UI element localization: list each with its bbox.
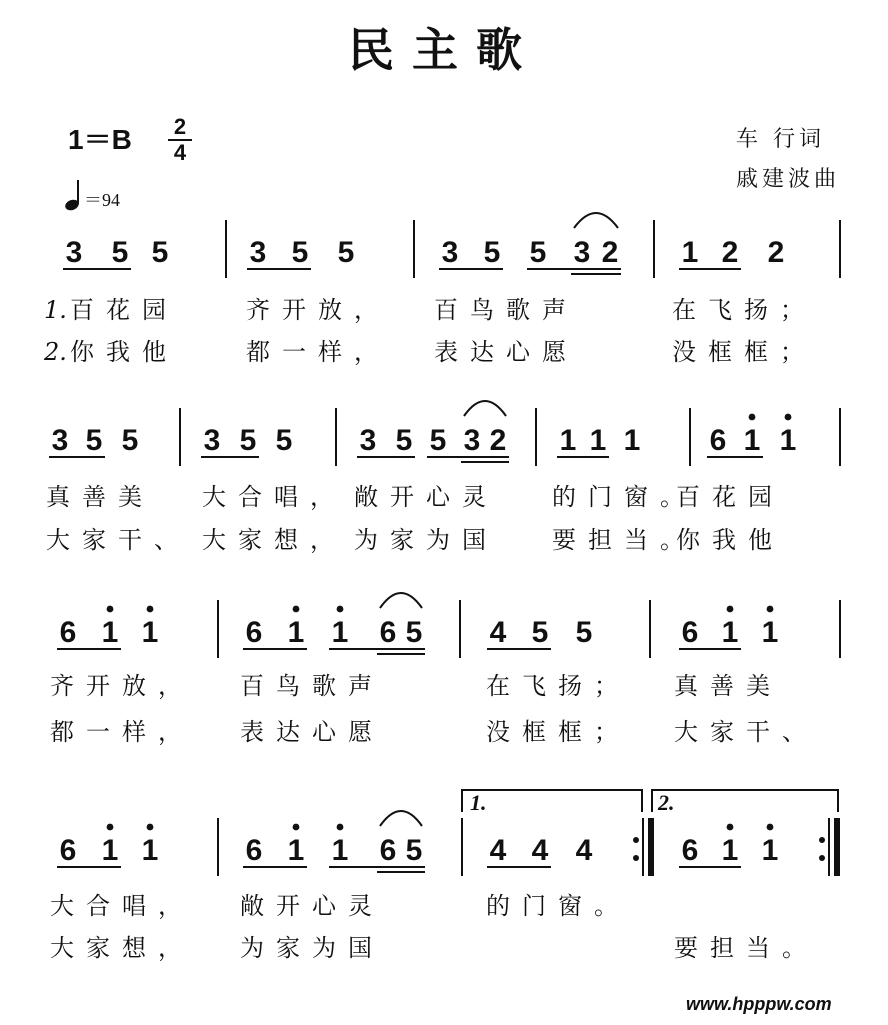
verse-number: 1. [44,296,67,324]
lyric-text: 要担当。 [674,934,818,962]
note-digit: 5 [429,424,447,457]
note-digit: 5 [405,834,423,867]
note-digit: 6 [59,616,77,649]
note-digit: 6 [59,834,77,867]
lyric-text: 大家干、 [46,526,190,554]
octave-dot [337,606,344,613]
note-digit: 5 [337,236,355,269]
note-digit: 5 [239,424,257,457]
lyric-text: 敞开心灵 [354,483,498,511]
lyric-text: 敞开心灵 [240,892,384,920]
note-digit: 5 [111,236,129,269]
octave-dot [767,824,774,831]
note-digit: 6 [681,616,699,649]
note-digit: 2 [767,236,785,269]
lyric-text: 百鸟歌声 [434,296,578,324]
note-digit: 5 [121,424,139,457]
note-digit: 1 [287,834,305,867]
lyric-text: 大家干、 [674,718,818,746]
note-digit: 1 [623,424,641,457]
note-digit: 1 [331,616,349,649]
note-digit: 1 [141,616,159,649]
note-digit: 2 [721,236,739,269]
note-digit: 1 [141,834,159,867]
lyric-text: 表达心愿 [434,338,578,366]
key-signature: 1＝B [68,124,132,155]
note-digit: 6 [681,834,699,867]
volta-bracket-first [462,790,642,812]
note-digit: 1 [721,616,739,649]
note-digit: 3 [51,424,69,457]
note-digit: 1 [779,424,797,457]
time-signature-bottom: 4 [173,140,187,165]
repeat-dot [633,837,639,843]
note-digit: 5 [395,424,413,457]
lyric-text: 百花园 [676,483,784,511]
note-digit: 1 [743,424,761,457]
lyric-text: 没框框； [672,338,816,366]
lyric-text: 百花园 [70,296,178,324]
octave-dot [293,606,300,613]
note-digit: 6 [709,424,727,457]
note-digit: 5 [483,236,501,269]
note-digit: 3 [203,424,221,457]
note-digit: 5 [151,236,169,269]
lyric-text: 要担当。 [552,526,696,554]
slur-arc [380,593,422,608]
note-digit: 5 [529,236,547,269]
note-digit: 6 [379,616,397,649]
volta-label-first: 1. [470,790,487,815]
lyric-text: 都一样， [246,338,390,366]
octave-dot [107,606,114,613]
note-digit: 1 [559,424,577,457]
note-digit: 3 [65,236,83,269]
note-digit: 1 [681,236,699,269]
lyric-text: 大家想， [202,526,346,554]
note-digit: 1 [331,834,349,867]
repeat-dot [633,855,639,861]
volta-label-second: 2. [658,790,675,815]
note-digit: 5 [291,236,309,269]
note-digit: 5 [85,424,103,457]
repeat-dot [819,837,825,843]
octave-dot [293,824,300,831]
lyric-text: 的门窗。 [552,483,696,511]
lyric-text: 都一样， [50,718,194,746]
tempo-value: ＝94 [84,190,120,210]
note-digit: 4 [489,834,507,867]
note-digit: 1 [761,834,779,867]
octave-dot [727,824,734,831]
note-digit: 6 [245,616,263,649]
lyric-text: 没框框； [486,718,630,746]
note-digit: 3 [359,424,377,457]
lyric-text: 你我他 [676,526,784,554]
lyric-text: 你我他 [70,338,178,366]
note-digit: 4 [489,616,507,649]
note-digit: 3 [441,236,459,269]
note-digit: 1 [721,834,739,867]
repeat-thick-bar [648,818,654,876]
note-digit: 5 [405,616,423,649]
note-digit: 4 [575,834,593,867]
note-digit: 1 [761,616,779,649]
octave-dot [727,606,734,613]
website-watermark: www.hpppw.com [686,994,832,1014]
lyric-text: 在飞扬； [486,672,630,700]
repeat-dot [819,855,825,861]
octave-dot [107,824,114,831]
volta-bracket-second [652,790,838,812]
octave-dot [337,824,344,831]
slur-arc [380,811,422,826]
page-title: 民主歌 [348,23,540,77]
lyric-text: 大家想， [50,934,194,962]
note-digit: 3 [463,424,481,457]
verse-number: 2. [44,338,67,366]
octave-dot [147,606,154,613]
lyric-text: 为家为国 [354,526,498,554]
slur-arc [574,213,618,228]
lyric-text: 表达心愿 [240,718,384,746]
time-signature-top: 2 [173,114,187,139]
note-digit: 5 [531,616,549,649]
lyric-text: 齐开放， [50,672,194,700]
octave-dot [785,414,792,421]
lyricist-credit: 车 行词 [736,127,825,152]
lyric-text: 为家为国 [240,934,384,962]
note-digit: 2 [489,424,507,457]
octave-dot [147,824,154,831]
composer-credit: 戚建波曲 [736,167,841,192]
lyric-text: 的门窗。 [486,892,630,920]
note-digit: 3 [249,236,267,269]
note-digit: 5 [275,424,293,457]
note-digit: 1 [101,834,119,867]
note-digit: 2 [601,236,619,269]
lyric-text: 真善美 [674,672,782,700]
lyric-text: 在飞扬； [672,296,816,324]
note-digit: 1 [101,616,119,649]
octave-dot [749,414,756,421]
note-digit: 1 [287,616,305,649]
octave-dot [767,606,774,613]
lyric-text: 大合唱， [202,483,346,511]
lyric-text: 百鸟歌声 [240,672,384,700]
repeat-thick-bar [834,818,840,876]
lyric-text: 大合唱， [50,892,194,920]
note-digit: 6 [245,834,263,867]
note-digit: 3 [573,236,591,269]
lyric-text: 齐开放， [246,296,390,324]
note-digit: 4 [531,834,549,867]
note-digit: 1 [589,424,607,457]
note-digit: 6 [379,834,397,867]
note-digit: 5 [575,616,593,649]
slur-arc [464,401,506,416]
lyric-text: 真善美 [46,483,154,511]
